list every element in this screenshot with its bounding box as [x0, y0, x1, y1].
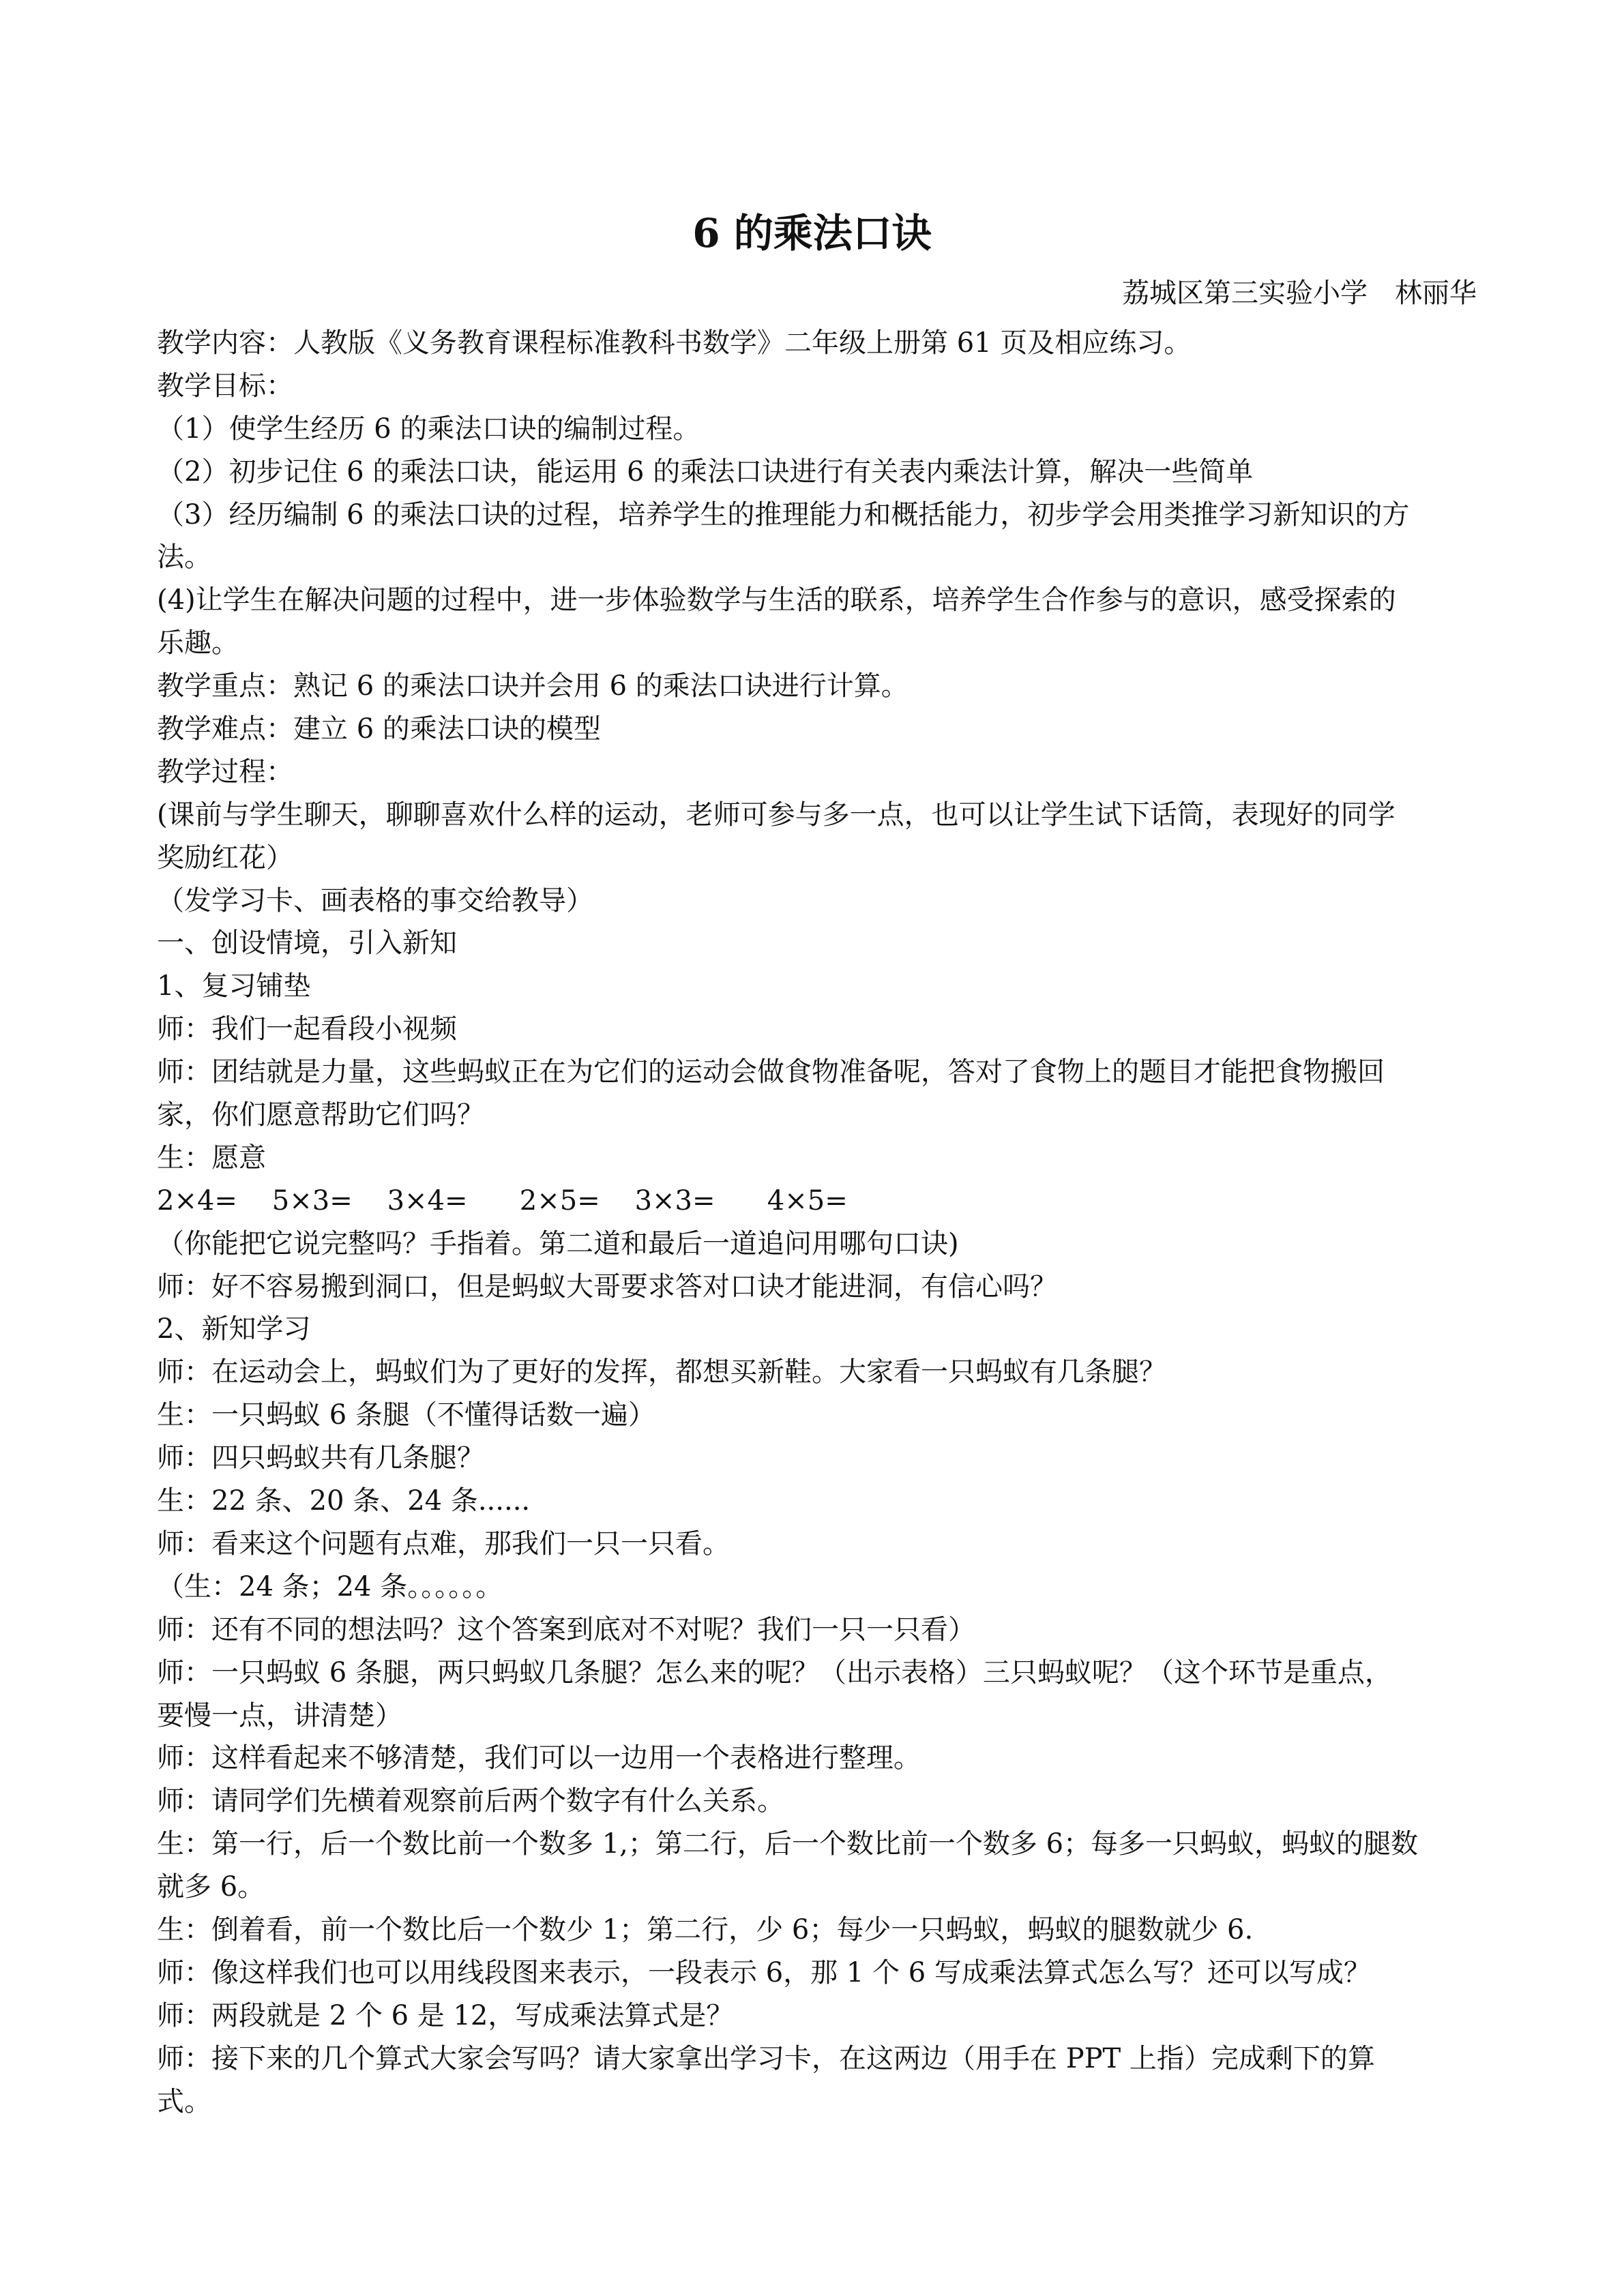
paragraph-line: （生：24 条；24 条。。。。。。 [157, 1570, 503, 1602]
author-name: 林丽华 [1395, 278, 1477, 309]
school-name: 荔城区第三实验小学 [1122, 278, 1368, 309]
paragraph-line: （1）使学生经历 6 的乘法口诀的编制过程。 [157, 413, 700, 445]
paragraph-line: 生：愿意 [157, 1142, 266, 1174]
paragraph-line: 教学目标： [157, 370, 293, 402]
paragraph-line: 生：第一行，后一个数比前一个数多 1,；第二行，后一个数比前一个数多 6；每多一只蚂蚁，蚂蚁的腿数 [157, 1828, 1419, 1860]
paragraph-line: 师：团结就是力量，这些蚂蚁正在为它们的运动会做食物准备呢，答对了食物上的题目才能把食物搬回 [157, 1056, 1385, 1088]
paragraph-line: （2）初步记住 6 的乘法口诀，能运用 6 的乘法口诀进行有关表内乘法计算，解决一些简单 [157, 456, 1254, 488]
paragraph-line: 师：好不容易搬到洞口，但是蚂蚁大哥要求答对口诀才能进洞，有信心吗？ [157, 1270, 1057, 1302]
paragraph-line: 师：一只蚂蚁 6 条腿，两只蚂蚁几条腿？怎么来的呢？（出示表格）三只蚂蚁呢？（这个环节是重点， [157, 1656, 1392, 1688]
paragraph-line: 教学重点：熟记 6 的乘法口诀并会用 6 的乘法口诀进行计算。 [157, 670, 909, 702]
paragraph-line: 师：两段就是 2 个 6 是 12，写成乘法算式是？ [157, 1999, 734, 2031]
paragraph-line: 家，你们愿意帮助它们吗？ [157, 1099, 484, 1131]
paragraph-line: 式。 [157, 2085, 211, 2117]
paragraph-line: 师：接下来的几个算式大家会写吗？请大家拿出学习卡，在这两边（用手在 PPT 上指）完成剩下的算 [157, 2042, 1375, 2074]
paragraph-line: 师：还有不同的想法吗？这个答案到底对不对呢？我们一只一只看） [157, 1613, 975, 1645]
paragraph-line: 2、新知学习 [157, 1313, 311, 1345]
paragraph-line: 生：一只蚂蚁 6 条腿（不懂得话数一遍） [157, 1399, 655, 1431]
paragraph-line: 教学过程： [157, 756, 293, 788]
paragraph-line: 要慢一点，讲清楚） [157, 1699, 402, 1731]
paragraph-line: （发学习卡、画表格的事交给教导） [157, 884, 593, 916]
paragraph-line: 1、复习铺垫 [157, 970, 311, 1002]
paragraph-line: 生：倒着看，前一个数比后一个数少 1；第二行，少 6；每少一只蚂蚁，蚂蚁的腿数就少 6. [157, 1913, 1254, 1945]
paragraph-line: （3）经历编制 6 的乘法口诀的过程，培养学生的推理能力和概括能力，初步学会用类推学习新知识的方 [157, 498, 1410, 531]
paragraph-line: 师：在运动会上，蚂蚁们为了更好的发挥，都想买新鞋。大家看一只蚂蚁有几条腿？ [157, 1356, 1166, 1388]
paragraph-line: 生：22 条、20 条、24 条...... [157, 1485, 531, 1517]
paragraph-line: 教学难点：建立 6 的乘法口诀的模型 [157, 713, 601, 745]
paragraph-line: 师：我们一起看段小视频 [157, 1013, 457, 1045]
paragraph-line: (4)让学生在解决问题的过程中，进一步体验数学与生活的联系，培养学生合作参与的意识，感受探索的 [157, 584, 1396, 616]
paragraph-line: 师：像这样我们也可以用线段图来表示，一段表示 6，那 1 个 6 写成乘法算式怎么写？还可以写成？ [157, 1956, 1371, 1988]
paragraph-line: 师：四只蚂蚁共有几条腿？ [157, 1442, 484, 1474]
paragraph-line: 教学内容：人教版《义务教育课程标准教科书数学》二年级上册第 61 页及相应练习。 [157, 327, 1192, 359]
paragraph-line: 法。 [157, 541, 211, 573]
paragraph-line: 2×4= 5×3= 3×4= 2×5= 3×3= 4×5= [157, 1184, 848, 1217]
paragraph-line: 乐趣。 [157, 627, 239, 659]
lesson-body [157, 322, 1473, 2123]
paragraph-line: 师：这样看起来不够清楚，我们可以一边用一个表格进行整理。 [157, 1742, 921, 1774]
paragraph-line: 师：看来这个问题有点难，那我们一只一只看。 [157, 1527, 730, 1560]
paragraph-line: （你能把它说完整吗？手指着。第二道和最后一道追问用哪句口诀) [157, 1227, 959, 1259]
paragraph-line: 一、创设情境，引入新知 [157, 927, 457, 959]
paragraph-line: 师：请同学们先横着观察前后两个数字有什么关系。 [157, 1785, 784, 1817]
author-line [1122, 273, 1477, 314]
page-title: 6 的乘法口诀 [692, 210, 932, 256]
paragraph-line: (课前与学生聊天，聊聊喜欢什么样的运动，老师可参与多一点，也可以让学生试下话筒，表现好的同学 [157, 799, 1396, 831]
paragraph-line: 奖励红花） [157, 841, 293, 874]
paragraph-line: 就多 6。 [157, 1871, 265, 1903]
